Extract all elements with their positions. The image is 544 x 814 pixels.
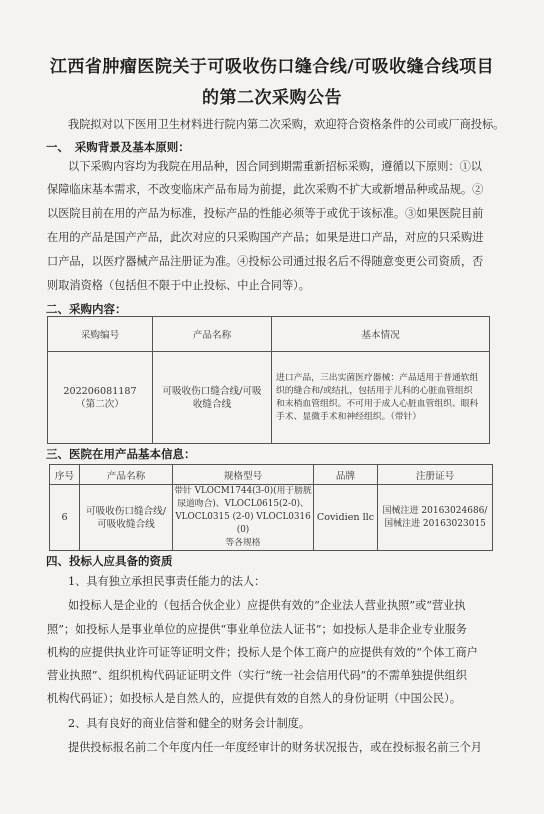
header-cell-product: 产品名称: [153, 317, 272, 352]
section1-line: 保障临床基本需求，不改变临床产品布局为前提，此次采购不扩大或新增品种或品规。②: [47, 183, 484, 196]
product-name-cell: [153, 352, 272, 444]
header-cell-spec: 规格型号: [173, 465, 314, 485]
header-cell-description: 基本情况: [272, 317, 490, 352]
procurement-code: 202206081187: [63, 385, 137, 397]
description-line: 和末梢血管组织。不可用于成人心脏血管组织、眼科: [276, 398, 479, 409]
header-cell-registration: 注册证号: [378, 465, 493, 485]
product-name-line: 可吸收伤口缝合线/: [86, 505, 166, 517]
table-row: [48, 352, 490, 444]
section4-line: 机构的应提供执业许可证等证明文件；投标人是个体工商户的应提供有效的“个体工商户: [47, 646, 478, 659]
section4-line: 照”；如投标人是事业单位的应提供“事业单位法人证书”；如投标人是非企业专业服务: [47, 623, 467, 636]
section1-line: 则取消资格（包括但不限于中止投标、中止合同等）。: [47, 279, 310, 292]
registration-number: 国械注进 20163023015: [384, 518, 486, 529]
product-name-line: 可吸收缝合线: [97, 518, 155, 530]
document-title-line2: 的第二次采购公告: [202, 88, 342, 108]
table-row: [50, 485, 493, 551]
header-cell-number: 序号: [50, 465, 80, 485]
header-cell-product: 产品名称: [80, 465, 173, 485]
product-name-cell: [80, 485, 173, 551]
section4-item: 2、具有良好的商业信誉和健全的财务会计制度。: [68, 717, 311, 730]
section4-line: 营业执照”、组织机构代码证证明文件（实行“统一社会信用代码”的不需单独提供组织: [47, 669, 467, 682]
spec-line: VLOCL0315 (2-0) VLOCL0316 (0): [175, 512, 311, 535]
section3-heading: 三、医院在用产品基本信息：: [46, 447, 196, 461]
description-cell: [272, 352, 490, 444]
spec-line: 等各规格: [225, 538, 261, 548]
section4-line: 提供投标报名前二个年度内任一年度经审计的财务状况报告，或在投标报名前三个月: [68, 741, 482, 754]
product-name-line: 可吸收伤口缝合线/可吸: [162, 385, 262, 397]
header-cell-brand: 品牌: [314, 465, 378, 485]
table-header-row: [50, 465, 493, 485]
description-line: 手术、显微手术和神经组织。（带针）: [276, 411, 422, 422]
header-cell-code: 采购编号: [48, 317, 153, 352]
section4-line: 如投标人是企业的（包括合伙企业）应提供有效的“企业法人营业执照”或“营业执: [68, 599, 466, 612]
brand-cell: Covidien llc: [314, 485, 378, 551]
spec-line: 带针 VLOCM1744(3-0)(用于膀胱: [174, 486, 312, 496]
section4-heading: 四、投标人应具备的资质: [46, 554, 173, 568]
section1-line: 以下采购内容均为我院在用品种，因合同到期需重新招标采购，遵循以下原则：①以: [68, 160, 482, 173]
procurement-code-cell: [48, 352, 153, 444]
document-title-line1: 江西省肿瘤医院关于可吸收伤口缝合线/可吸收缝合线项目: [49, 57, 495, 77]
description-line: 进口产品，三出实菌医疗器械：产品适用于普通软组: [276, 372, 479, 383]
spec-cell: [173, 485, 314, 551]
row-number: 6: [50, 485, 80, 551]
product-name-line: 收缝合线: [192, 398, 232, 410]
section4-line: 机构代码证）；如投标人是自然人的，应提供有效的自然人的身份证明（中国公民）。: [47, 692, 461, 705]
section1-line: 在用的产品是国产产品，此次对应的只采购国产产品；如果是进口产品，对应的只采购进: [47, 231, 484, 244]
section1-heading: 一、 采购背景及基本原则：: [46, 140, 190, 154]
table-header-row: [48, 317, 490, 352]
intro-paragraph: 我院拟对以下医用卫生材料进行院内第二次采购，欢迎符合资格条件的公司或厂商投标。: [68, 118, 505, 131]
registration-number: 国械注进 20163024686/: [382, 505, 488, 516]
section2-heading: 二、采购内容：: [46, 302, 127, 316]
section1-line: 以医院目前在用的产品为标准，投标产品的性能必须等于或优于该标准。③如果医院目前: [47, 207, 484, 220]
registration-cell: [378, 485, 493, 551]
procurement-round: （第二次）: [76, 398, 124, 410]
description-line: 织的缝合和/或结扎，包括用于儿科的心脏血管组织: [276, 385, 473, 396]
procurement-table: [47, 316, 490, 444]
section4-item: 1、具有独立承担民事责任能力的法人：: [68, 575, 266, 588]
product-info-table: [49, 464, 493, 551]
spec-line: 尿道吻合)、VLOCL0615(2-0)、: [177, 499, 309, 509]
section1-line: 口产品，以医疗器械产品注册证为准。④投标公司通过报名后不得随意变更公司资质，否: [47, 255, 484, 268]
